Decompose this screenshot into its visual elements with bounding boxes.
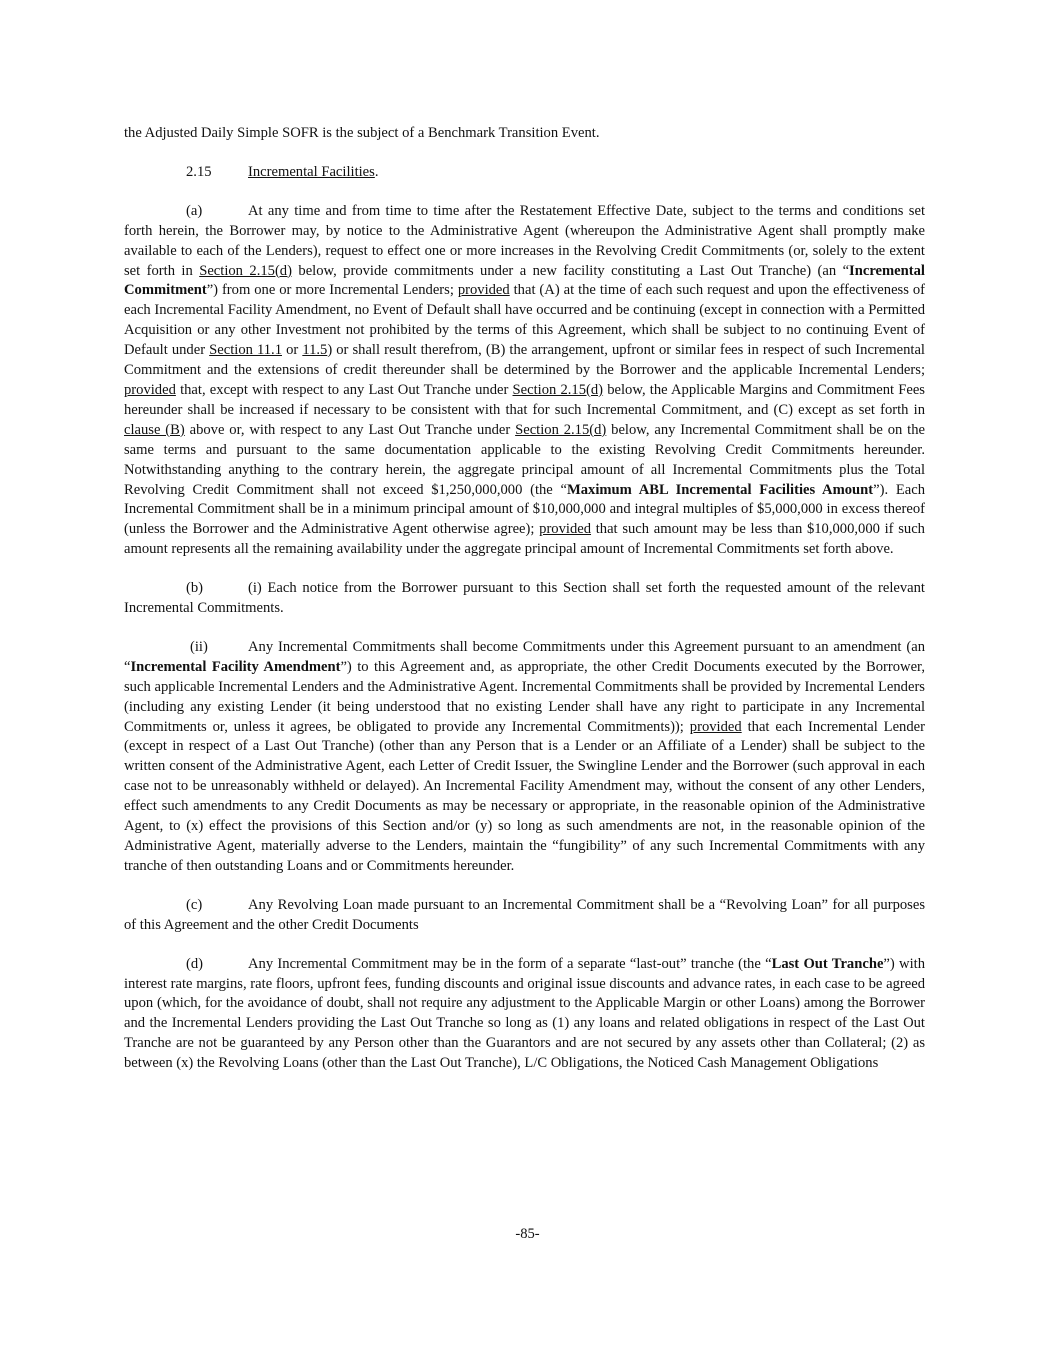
text-run: (i) Each notice from the Borrower pursuant to this Section shall set forth the requested amount of the relevant Incremental Commitments. bbox=[124, 580, 925, 617]
text-run: ”) from one or more Incremental Lenders; bbox=[206, 282, 458, 299]
text-run: that each Incremental Lender (except in respect of a Last Out Tranche) (other than any Person that is a Lender or an Affiliate of a Lender) shall be subject to the written consent of the Administrative Agent, each Letter of Credit Issuer, the Swingline Lender and the Borrower (such approval in each case not to be unreasonably withheld or delayed). An Incremental Facility Amendment may, without the consent of any other Lenders, effect such amendments to any Credit Documents as may be necessary or appropriate, in the reasonable opinion of the Administrative Agent, to (x) effect the provisions of this Section and/or (y) so long as such amendments are not, in the reasonable opinion of the Administrative Agent, materially adverse to the Lenders, maintain the “fungibility” of any such Incremental Commitments with any tranche of then outstanding Loans and or Commitments hereunder. bbox=[124, 718, 925, 874]
provided-term: provided bbox=[539, 521, 592, 538]
section-title-period: . bbox=[374, 163, 379, 180]
carryover-line: the Adjusted Daily Simple SOFR is the subject of a Benchmark Transition Event. bbox=[124, 125, 600, 141]
cross-reference: clause (B) bbox=[124, 421, 185, 438]
text-run: below, the Applicable Margins and Commitment Fees hereunder shall be increased if necessary to be consistent with that for such Incremental Commitment, and (C) except as set forth in bbox=[124, 381, 925, 418]
provided-term: provided bbox=[689, 718, 742, 735]
provided-term: provided bbox=[124, 381, 176, 398]
text-run: ”). Each Incremental Commitment shall be in a minimum principal amount of $10,000,000 and integral multiples of $5,000,000 in excess thereof (unless the Borrower and the Administrative Agent otherwise agree); bbox=[124, 481, 925, 538]
paragraph-label: (ii) bbox=[190, 638, 208, 655]
page-number: -85- bbox=[515, 1226, 540, 1242]
section-number: 2.15 bbox=[186, 163, 212, 180]
text-run: Any Incremental Commitments shall become Commitments under this Agreement pursuant to an amendment (an “ bbox=[124, 638, 925, 675]
text-run: ”) with interest rate margins, rate floors, upfront fees, funding discounts and original issue discounts and advance rates, in each case to be agreed upon (which, for the avoidance of doubt, shall not require any adjustment to the Applicable Margin or other Loans) among the Borrower and the Incremental Lenders providing the Last Out Tranche so long as (1) any loans and related obligations in respect of the Last Out Tranche are not be guaranteed by any Person other than the Guarantors and are not secured by any assets other than Collateral; (2) as between (x) the Revolving Loans (other than the Last Out Tranche), L/C Obligations, the Noticed Cash Management Obligations bbox=[124, 955, 925, 1072]
text-run: Any Incremental Commitment may be in the form of a separate “last-out” tranche (the “ bbox=[248, 955, 772, 972]
text-run: that such amount may be less than $10,000,000 if such amount represents all the remaining availability under the aggregate principal amount of Incremental Commitments set forth above. bbox=[124, 521, 925, 558]
section-title: Incremental Facilities bbox=[248, 163, 375, 180]
cross-reference: Section 2.15(d) bbox=[199, 262, 292, 279]
defined-term: Last Out Tranche bbox=[771, 955, 884, 972]
paragraph-b-ii bbox=[124, 638, 925, 877]
defined-term: Incremental Facility Amendment bbox=[130, 658, 341, 675]
defined-term: Maximum ABL Incremental Facilities Amount bbox=[566, 481, 874, 498]
document-page bbox=[124, 124, 925, 1074]
provided-term: provided bbox=[457, 282, 510, 299]
cross-reference: Section 2.15(d) bbox=[512, 381, 604, 398]
paragraph-b bbox=[124, 579, 925, 619]
cross-reference: Section 11.1 bbox=[209, 342, 282, 359]
paragraph-c bbox=[124, 896, 925, 936]
text-run: ”) to this Agreement and, as appropriate, the other Credit Documents executed by the Borrower, such applicable Incremental Lenders and the Administrative Agent. Incremental Commitments shall be provided by Incremental Lenders (including any existing Lender (it being understood that no existing Lender shall have any right to participate in any Incremental Commitments or, unless it agrees, be obligated to provide any Incremental Commitments)); bbox=[124, 658, 925, 735]
text-run: that, except with respect to any Last Out Tranche under bbox=[175, 381, 513, 398]
text-run: that (A) at the time of each such request and upon the effectiveness of each Incremental Facility Amendment, no Event of Default shall have occurred and be continuing (except in connection with a Permitted Acquisition or any other Investment not prohibited by the terms of this Agreement, which shall be subject to no continuing Event of Default under bbox=[124, 282, 925, 359]
section-heading bbox=[124, 163, 925, 183]
text-run: At any time and from time to time after the Restatement Effective Date, subject to the terms and conditions set forth herein, the Borrower may, by notice to the Administrative Agent (whereupon the Administrative Agent shall promptly make available to each of the Lenders), request to effect one or more increases in the Revolving Credit Commitments (or, solely to the extent set forth in bbox=[124, 202, 925, 279]
paragraph-a bbox=[124, 202, 925, 560]
paragraph-label: (d) bbox=[186, 955, 204, 972]
paragraph-label: (a) bbox=[186, 202, 203, 219]
cross-reference: Section 2.15(d) bbox=[515, 421, 607, 438]
text-run: Any Revolving Loan made pursuant to an Incremental Commitment shall be a “Revolving Loan” for all purposes of this Agreement and the other Credit Documents bbox=[124, 896, 925, 933]
defined-term: Incremental Commitment bbox=[124, 262, 925, 299]
text-run: or bbox=[282, 342, 303, 359]
paragraph-label: (b) bbox=[186, 580, 204, 597]
text-run: ) or shall result therefrom, (B) the arrangement, upfront or similar fees in respect of such Incremental Commitment and the extensions of credit thereunder shall be determined by the Borrower and the applicable Incremental Lenders; bbox=[124, 342, 925, 379]
text-run: below, provide commitments under a new facility constituting a Last Out Tranche) (an “ bbox=[291, 262, 850, 279]
paragraph-d bbox=[124, 955, 925, 1074]
cross-reference: 11.5 bbox=[302, 342, 328, 359]
paragraph-label: (c) bbox=[186, 896, 203, 913]
text-run: above or, with respect to any Last Out Tranche under bbox=[184, 421, 516, 438]
text-run: below, any Incremental Commitment shall be on the same terms and pursuant to the same documentation applicable to the existing Revolving Credit Commitments hereunder. Notwithstanding anything to the contrary herein, the aggregate principal amount of all Incremental Commitments plus the Total Revolving Credit Commitment shall not exceed $1,250,000,000 (the “ bbox=[124, 421, 925, 498]
